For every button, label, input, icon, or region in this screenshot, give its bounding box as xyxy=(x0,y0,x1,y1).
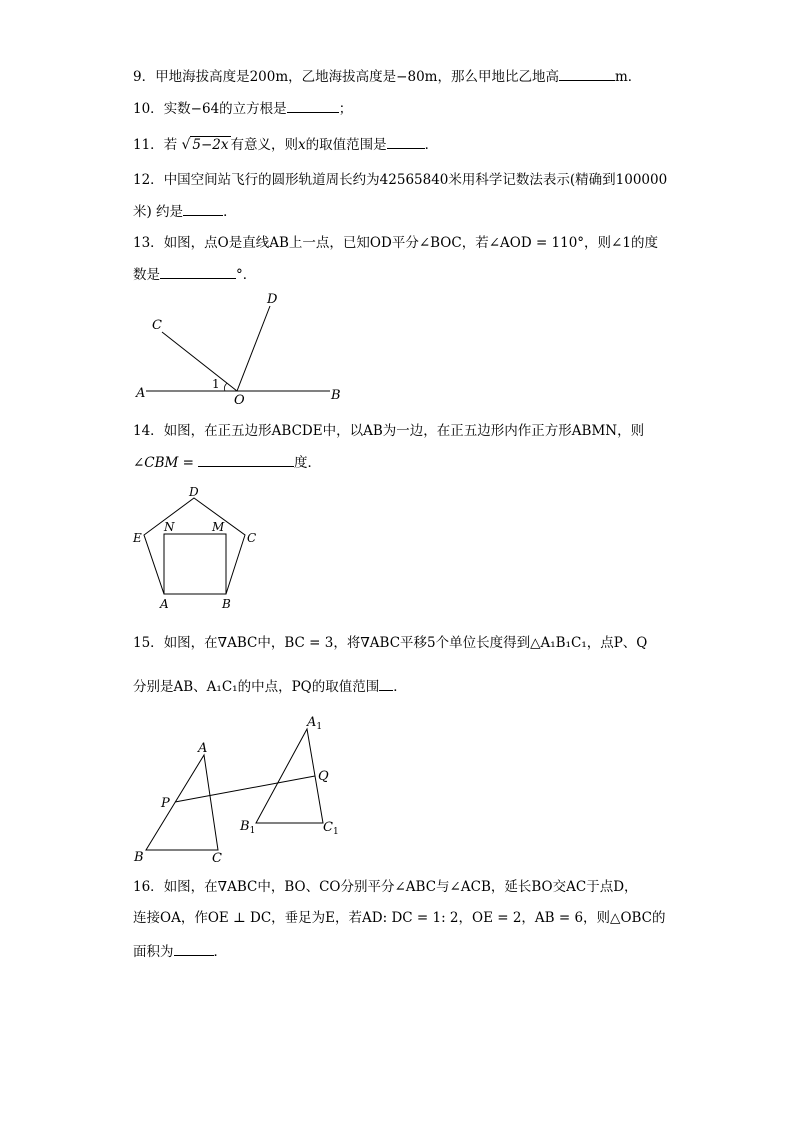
label-b: B xyxy=(331,388,341,403)
question-text: 如图，在正五边形ABCDE中，以AB为一边，在正五边形内作正方形ABMN，则 xyxy=(163,423,645,439)
question-14-line-1 xyxy=(133,421,644,441)
question-text: °． xyxy=(236,267,257,283)
question-13-line-2 xyxy=(133,264,256,285)
label-b1: $B_1$ xyxy=(240,819,256,836)
label-b: B xyxy=(222,597,231,611)
question-text: 中国空间站飞行的圆形轨道周长约为42565840米用科学记数法表示(精确到100000 xyxy=(163,172,668,188)
question-number: 12． xyxy=(133,172,164,188)
answer-blank[interactable] xyxy=(379,676,393,691)
question-16-line-2 xyxy=(133,908,666,928)
label-q: Q xyxy=(318,769,329,784)
question-text: ∠CBM = xyxy=(133,455,194,471)
answer-blank[interactable] xyxy=(174,941,214,956)
radicand: 5−2x xyxy=(192,137,229,153)
label-e: E xyxy=(133,531,142,545)
question-13-line-1 xyxy=(133,233,658,253)
variable: x xyxy=(298,137,306,153)
label-c1: $C_1$ xyxy=(323,820,339,837)
label-a1: $A_1$ xyxy=(307,715,323,732)
question-number: 13． xyxy=(133,235,164,251)
answer-blank[interactable] xyxy=(387,134,425,149)
question-text: 分别是AB、A₁C₁的中点，PQ的取值范围 xyxy=(133,679,380,695)
question-number: 9． xyxy=(133,69,156,85)
answer-blank[interactable] xyxy=(160,264,236,279)
question-15-line-1 xyxy=(133,633,647,653)
answer-blank[interactable] xyxy=(183,201,223,216)
label-c: C xyxy=(212,851,222,866)
question-9 xyxy=(133,66,641,87)
figure-13-angle-diagram xyxy=(130,290,360,405)
question-14-line-2 xyxy=(133,452,321,473)
label-a: A xyxy=(136,386,146,401)
question-text: 米) 约是 xyxy=(133,204,184,220)
ray-od xyxy=(237,306,270,391)
segment-pq xyxy=(175,776,315,802)
label-m: M xyxy=(212,520,225,534)
label-o: O xyxy=(234,393,245,405)
label-c: C xyxy=(247,531,257,545)
question-text: ． xyxy=(213,944,227,960)
figure-15-translation-diagram xyxy=(130,710,350,868)
question-text: 如图，点O是直线AB上一点，已知OD平分∠BOC，若∠AOD = 110°，则∠1的度 xyxy=(163,235,658,251)
ray-oc xyxy=(162,332,237,391)
answer-blank[interactable] xyxy=(559,66,615,81)
question-text: ． xyxy=(393,679,407,695)
question-text: 若 xyxy=(163,137,178,153)
label-a: A xyxy=(198,741,208,756)
question-number: 15． xyxy=(133,635,164,651)
question-text: ； xyxy=(338,101,353,117)
question-16-line-1 xyxy=(133,877,638,897)
answer-blank[interactable] xyxy=(287,98,339,113)
question-text: 如图，在∇ABC中，BO、CO分别平分∠ABC与∠ACB，延长BO交AC于点D， xyxy=(163,879,638,895)
pentagon-abcde xyxy=(144,498,245,594)
question-number: 10． xyxy=(133,101,164,117)
question-text: 实数−64的立方根是 xyxy=(163,101,287,117)
question-number: 11． xyxy=(133,137,164,153)
label-d: D xyxy=(189,485,199,499)
answer-blank[interactable] xyxy=(198,452,294,467)
triangle-abc xyxy=(146,755,218,850)
question-text: 如图，在∇ABC中，BC = 3，将∇ABC平移5个单位长度得到△A₁B₁C₁，点P、Q xyxy=(163,635,648,651)
label-c: C xyxy=(152,318,162,333)
square-abmn xyxy=(164,534,226,594)
question-text: ． xyxy=(424,137,439,153)
question-number: 14． xyxy=(133,423,164,439)
figure-14-pentagon-diagram xyxy=(128,482,268,614)
question-10 xyxy=(133,98,352,119)
question-text: 连接OA，作OE ⊥ DC，垂足为E，若AD: DC = 1: 2，OE = 2，AB = 6，则△OBC的 xyxy=(133,910,666,926)
question-text: ． xyxy=(223,204,237,220)
question-number: 16． xyxy=(133,879,164,895)
question-text: 度． xyxy=(294,455,321,471)
question-text: m． xyxy=(614,69,642,85)
label-b: B xyxy=(134,850,144,865)
question-text: 的取值范围是 xyxy=(305,137,387,153)
question-12-line-1 xyxy=(133,170,667,190)
question-11 xyxy=(133,134,438,155)
question-text: 甲地海拔高度是200m，乙地海拔高度是−80m，那么甲地比乙地高 xyxy=(155,69,559,85)
label-p: P xyxy=(161,796,170,811)
label-n: N xyxy=(164,520,175,534)
question-16-line-3 xyxy=(133,941,227,962)
label-angle-1: 1 xyxy=(212,377,220,391)
question-text: 有意义，则 xyxy=(230,137,299,153)
label-a: A xyxy=(160,597,169,611)
question-text: 数是 xyxy=(133,267,160,283)
question-12-line-2 xyxy=(133,201,237,222)
question-15-line-2 xyxy=(133,676,407,697)
label-d: D xyxy=(267,292,278,307)
question-text: 面积为 xyxy=(133,944,174,960)
angle-1-arc xyxy=(224,383,227,391)
sqrt-symbol: √ xyxy=(181,137,191,153)
